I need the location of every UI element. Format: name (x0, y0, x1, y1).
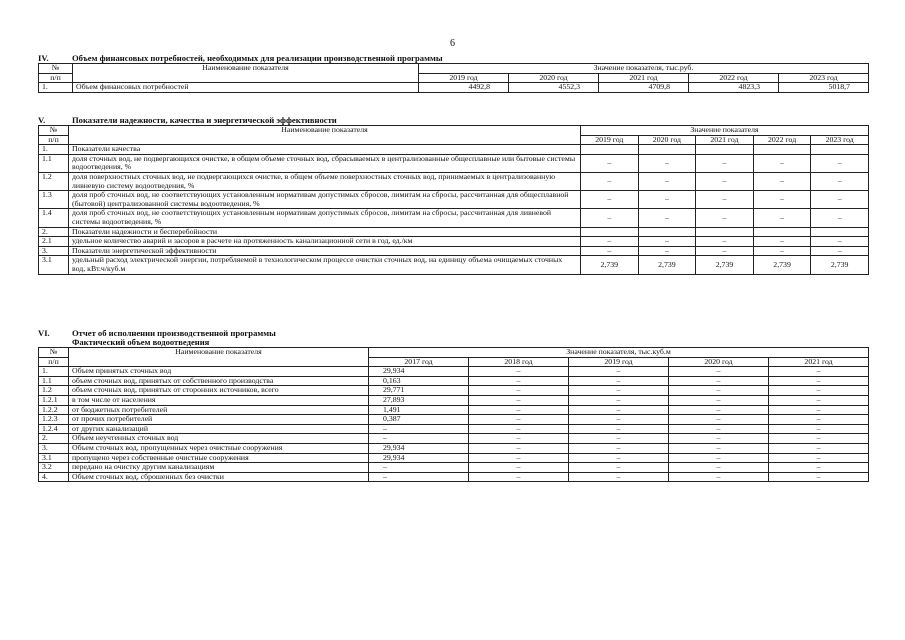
row-value: 4823,3 (689, 83, 779, 93)
row-number: 1.2 (39, 386, 69, 396)
row-value: 0,163 (369, 376, 469, 386)
row-value (753, 145, 811, 155)
row-value: – (469, 415, 569, 425)
row-value: – (638, 154, 696, 172)
table-header-row (39, 64, 869, 74)
table-row (39, 472, 869, 482)
table-row (39, 424, 869, 434)
row-value: 29,934 (369, 443, 469, 453)
row-value: – (769, 376, 869, 386)
row-value: – (638, 209, 696, 227)
header-number: № (39, 126, 69, 136)
row-value: – (569, 376, 669, 386)
row-value: – (581, 237, 639, 247)
row-value: – (696, 237, 754, 247)
section-reliability-indicators (38, 115, 868, 275)
row-value: – (369, 472, 469, 482)
row-value (696, 227, 754, 237)
row-indicator-name: Объем принятых сточных вод (69, 367, 369, 377)
row-number: 3.1 (39, 453, 69, 463)
row-value: – (811, 172, 869, 190)
reliability-indicators-table (38, 125, 869, 275)
row-value: – (811, 246, 869, 256)
row-indicator-name: доля сточных вод, не подвергающихся очистке, в общем объеме сточных вод, сбрасываемых в централизованные общесплавные или бытовые системы водоотведения, % (69, 154, 581, 172)
header-year: 2021 год (696, 135, 754, 145)
row-value: – (753, 237, 811, 247)
row-value: – (569, 443, 669, 453)
row-value: – (581, 172, 639, 190)
row-value: – (569, 386, 669, 396)
table-row (39, 395, 869, 405)
section-heading: Показатели надежности, качества и энергетической эффективности (72, 115, 337, 125)
row-value: – (696, 172, 754, 190)
row-indicator-name: пропущено через собственные очистные сооружения (69, 453, 369, 463)
table-row (39, 443, 869, 453)
row-value: – (581, 209, 639, 227)
row-value: – (753, 172, 811, 190)
header-year: 2022 год (753, 135, 811, 145)
header-year: 2018 год (469, 357, 569, 367)
row-value: – (469, 434, 569, 444)
row-value: – (669, 472, 769, 482)
row-value: – (769, 395, 869, 405)
section-number: IV. (38, 53, 49, 63)
row-value (811, 145, 869, 155)
row-number: 1.2.4 (39, 424, 69, 434)
page-number: 6 (450, 38, 455, 49)
row-value: – (769, 463, 869, 473)
row-value: 2,739 (581, 256, 639, 274)
header-year: 2021 год (769, 357, 869, 367)
table-row (39, 415, 869, 425)
row-value: – (769, 415, 869, 425)
row-value: – (569, 395, 669, 405)
row-indicator-name: объем сточных вод, принятых от сторонних источников, всего (69, 386, 369, 396)
table-header-row (39, 348, 869, 358)
row-value: – (753, 246, 811, 256)
row-value: – (469, 376, 569, 386)
row-value: – (669, 376, 769, 386)
row-value: – (569, 367, 669, 377)
row-value: 2,739 (696, 256, 754, 274)
row-indicator-name: передано на очистку другим канализациям (69, 463, 369, 473)
row-value (581, 227, 639, 237)
row-value: – (669, 434, 769, 444)
row-value: – (696, 191, 754, 209)
row-value: – (569, 472, 669, 482)
section-heading: Объем финансовых потребностей, необходимых для реализации производственной программы (72, 53, 443, 63)
header-value: Значение показателя, тыс.куб.м (369, 348, 869, 358)
section-program-report (38, 328, 868, 482)
row-value: – (696, 209, 754, 227)
row-value: – (569, 434, 669, 444)
financial-needs-table (38, 63, 869, 93)
header-year: 2021 год (599, 73, 689, 83)
row-value: – (369, 434, 469, 444)
table-row (39, 376, 869, 386)
row-value: – (769, 434, 869, 444)
row-indicator-name: удельный расход электрической энергии, потребляемой в технологическом процессе очистки сточных вод, на единицу объема очищаемых сточных вод, кВт.ч/куб.м (69, 256, 581, 274)
row-number: 1.4 (39, 209, 69, 227)
row-value: 27,893 (369, 395, 469, 405)
header-number: № (39, 348, 69, 358)
row-value: – (569, 415, 669, 425)
row-value: – (469, 472, 569, 482)
header-year: 2022 год (689, 73, 779, 83)
row-value: 29,934 (369, 453, 469, 463)
row-indicator-name: Объем сточных вод, сброшенных без очистки (69, 472, 369, 482)
row-value: – (769, 443, 869, 453)
header-year: 2020 год (669, 357, 769, 367)
row-value: – (469, 395, 569, 405)
row-value: – (769, 367, 869, 377)
table-row (39, 227, 869, 237)
row-value: – (581, 154, 639, 172)
row-value: 4552,3 (509, 83, 599, 93)
row-value: – (696, 154, 754, 172)
row-number: 3. (39, 443, 69, 453)
section-heading: Отчет об исполнении производственной программы (72, 328, 276, 338)
row-indicator-name: доля проб сточных вод, не соответствующих установленным нормативам допустимых сбросов, лимитам на сбросы, рассчитанная для общесплавной (бытовой) централизованной системы водоотведения, % (69, 191, 581, 209)
table-row (39, 209, 869, 227)
section-number: V. (38, 115, 46, 125)
row-indicator-name: Показатели энергетической эффективности (69, 246, 581, 256)
row-value: – (811, 209, 869, 227)
row-value (696, 145, 754, 155)
row-value: 0,387 (369, 415, 469, 425)
header-year: 2019 год (569, 357, 669, 367)
table-row (39, 191, 869, 209)
header-year: 2023 год (779, 73, 869, 83)
row-indicator-name: в том числе от населения (69, 395, 369, 405)
row-value: – (669, 424, 769, 434)
row-indicator-name: Объем финансовых потребностей (73, 83, 419, 93)
row-value: – (369, 463, 469, 473)
row-number: 3. (39, 246, 69, 256)
row-value (753, 227, 811, 237)
header-year: 2019 год (581, 135, 639, 145)
row-number: 2. (39, 434, 69, 444)
row-number: 1.2.1 (39, 395, 69, 405)
row-value: – (669, 367, 769, 377)
row-indicator-name: Показатели качества (69, 145, 581, 155)
row-value: – (581, 191, 639, 209)
row-value: 29,934 (369, 367, 469, 377)
row-value: – (569, 463, 669, 473)
table-row (39, 367, 869, 377)
header-year: 2020 год (509, 73, 599, 83)
row-value: 2,739 (811, 256, 869, 274)
row-number: 1.2.2 (39, 405, 69, 415)
section-title (38, 115, 868, 125)
row-number: 1.2 (39, 172, 69, 190)
row-indicator-name: доля проб сточных вод, не соответствующих установленным нормативам допустимых сбросов, лимитам на сбросы, рассчитанная для ливневой системы водоотведения, % (69, 209, 581, 227)
row-value: – (811, 237, 869, 247)
row-value (811, 227, 869, 237)
row-value: 29,771 (369, 386, 469, 396)
row-number: 1.1 (39, 376, 69, 386)
row-number: 1.2.3 (39, 415, 69, 425)
row-value: 2,739 (753, 256, 811, 274)
row-value: – (753, 154, 811, 172)
section-financial-needs (38, 53, 868, 93)
section-subheading: Фактический объем водоотведения (72, 337, 210, 347)
row-value: – (753, 191, 811, 209)
table-row (39, 172, 869, 190)
row-value: 1,491 (369, 405, 469, 415)
row-indicator-name: доля поверхностных сточных вод, не подвергающихся очистке, в общем объеме поверхностных сточных вод, принимаемых в централизованную ливневую систему водоотведения, % (69, 172, 581, 190)
header-year: 2020 год (638, 135, 696, 145)
row-indicator-name: Показатели надежности и бесперебойности (69, 227, 581, 237)
row-number: 1. (39, 367, 69, 377)
row-value: – (753, 209, 811, 227)
header-year: 2023 год (811, 135, 869, 145)
row-value: – (469, 367, 569, 377)
row-value: – (469, 463, 569, 473)
row-value: 2,739 (638, 256, 696, 274)
row-value: 4492,8 (419, 83, 509, 93)
row-value: – (469, 424, 569, 434)
row-number: 4. (39, 472, 69, 482)
header-indicator-name: Наименование показателя (69, 348, 369, 367)
row-value (581, 145, 639, 155)
row-value: – (638, 237, 696, 247)
table-row (39, 145, 869, 155)
header-number: № (39, 64, 73, 74)
table-row (39, 463, 869, 473)
row-indicator-name: Объем сточных вод, пропущенных через очистные сооружения (69, 443, 369, 453)
row-indicator-name: удельное количество аварий и засоров в расчете на протяженность канализационной сети в год, ед./км (69, 237, 581, 247)
row-value: – (669, 415, 769, 425)
row-indicator-name: Объем неучтенных сточных вод (69, 434, 369, 444)
row-value: – (469, 405, 569, 415)
row-number: 1. (39, 83, 73, 93)
section-number: VI. (38, 328, 50, 338)
header-year: 2017 год (369, 357, 469, 367)
row-number: 1.1 (39, 154, 69, 172)
header-number-sub: п/п (39, 357, 69, 367)
section-title (38, 53, 868, 63)
table-row (39, 434, 869, 444)
table-row (39, 256, 869, 274)
row-indicator-name: от прочих потребителей (69, 415, 369, 425)
header-value: Значение показателя, тыс.руб. (419, 64, 869, 74)
row-indicator-name: объем сточных вод, принятых от собственного производства (69, 376, 369, 386)
row-value: – (696, 246, 754, 256)
row-indicator-name: от бюджетных потребителей (69, 405, 369, 415)
row-value: – (581, 246, 639, 256)
row-value: – (669, 463, 769, 473)
row-value (638, 227, 696, 237)
row-value: – (569, 453, 669, 463)
table-row (39, 237, 869, 247)
header-indicator-name: Наименование показателя (73, 64, 419, 83)
row-value: – (638, 191, 696, 209)
row-value: – (638, 246, 696, 256)
row-value: 4709,8 (599, 83, 689, 93)
row-value: – (669, 443, 769, 453)
table-row (39, 83, 869, 93)
row-number: 1. (39, 145, 69, 155)
header-number-sub: п/п (39, 135, 69, 145)
row-value: – (469, 453, 569, 463)
row-value: – (669, 395, 769, 405)
row-value: – (669, 386, 769, 396)
row-value: – (469, 443, 569, 453)
row-value: – (569, 424, 669, 434)
row-number: 3.2 (39, 463, 69, 473)
row-value: – (469, 386, 569, 396)
table-row (39, 246, 869, 256)
row-number: 2.1 (39, 237, 69, 247)
header-value: Значение показателя (581, 126, 869, 136)
row-value: – (811, 154, 869, 172)
row-value: – (769, 453, 869, 463)
row-value: – (769, 472, 869, 482)
header-number-sub: п/п (39, 73, 73, 83)
table-header-row (39, 126, 869, 136)
row-value: – (569, 405, 669, 415)
header-year: 2019 год (419, 73, 509, 83)
row-value: – (811, 191, 869, 209)
row-value: 5018,7 (779, 83, 869, 93)
row-number: 3.1 (39, 256, 69, 274)
row-value: – (769, 386, 869, 396)
row-number: 1.3 (39, 191, 69, 209)
row-value: – (369, 424, 469, 434)
row-value: – (769, 424, 869, 434)
table-row (39, 453, 869, 463)
table-row (39, 154, 869, 172)
row-value: – (669, 405, 769, 415)
table-row (39, 405, 869, 415)
row-value: – (769, 405, 869, 415)
row-value (638, 145, 696, 155)
row-indicator-name: от других канализаций (69, 424, 369, 434)
table-row (39, 386, 869, 396)
row-value: – (669, 453, 769, 463)
wastewater-volume-table (38, 347, 869, 482)
header-indicator-name: Наименование показателя (69, 126, 581, 145)
row-value: – (638, 172, 696, 190)
row-number: 2. (39, 227, 69, 237)
